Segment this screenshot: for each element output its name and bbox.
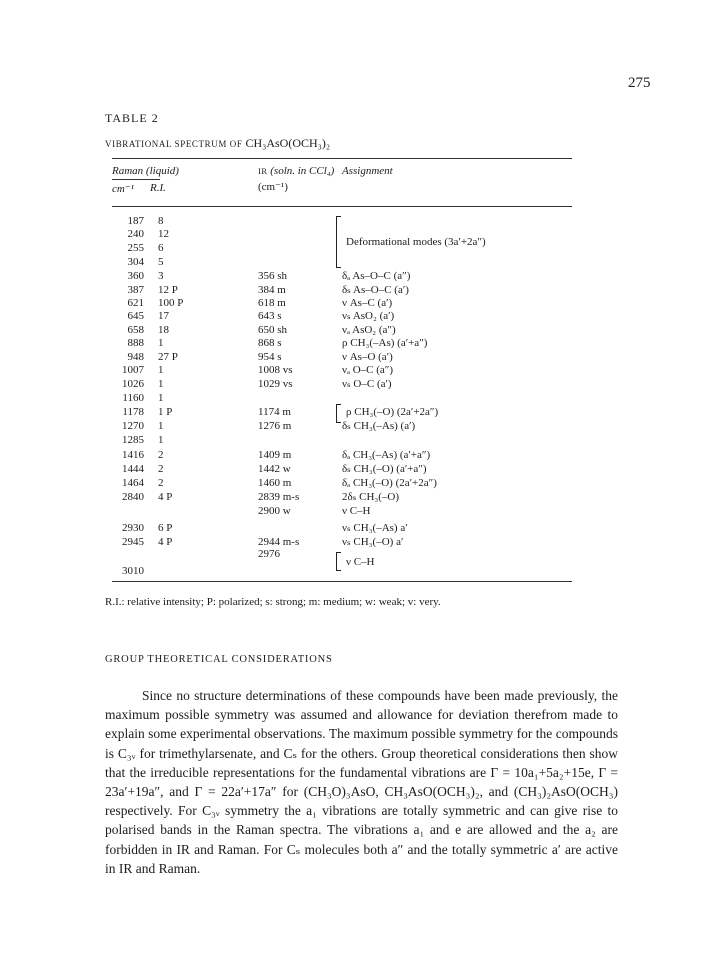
header-ir [258, 165, 334, 177]
ir-value: 954 s [258, 351, 282, 363]
header-cm: cm⁻¹ [112, 183, 134, 195]
assignment: 2δₛ CH₃(–O) [342, 491, 400, 503]
raman-value: 1178 [122, 406, 144, 418]
raman-value: 255 [127, 242, 144, 254]
ir-value: 2900 w [258, 505, 291, 517]
header-raman: Raman (liquid) [112, 165, 179, 177]
raman-value: 621 [127, 297, 144, 309]
header-ir-rest: (soln. in CCl₄) [270, 165, 335, 177]
relative-intensity: 4 P [158, 536, 173, 548]
raman-value: 645 [127, 310, 144, 322]
header-ir-prefix: IR [258, 166, 268, 176]
assignment: δₐ As–O–C (a″) [342, 270, 411, 282]
group-label-nu-ch: ν C–H [346, 556, 375, 568]
assignment: ρ CH₃(–As) (a′+a″) [342, 337, 428, 349]
ir-value: 1409 m [258, 449, 292, 461]
table-caption-prefix: VIBRATIONAL SPECTRUM OF [105, 139, 243, 149]
assignment: ν As–C (a′) [342, 297, 393, 309]
ir-value: 384 m [258, 284, 286, 296]
relative-intensity: 2 [158, 477, 164, 489]
bracket-rho-ch3o [336, 404, 342, 423]
ir-value: 650 sh [258, 324, 288, 336]
relative-intensity: 4 P [158, 491, 173, 503]
relative-intensity: 18 [158, 324, 169, 336]
header-assignment: Assignment [342, 165, 393, 177]
relative-intensity: 1 [158, 434, 164, 446]
raman-value: 240 [127, 228, 144, 240]
assignment: νₐ O–C (a″) [342, 364, 394, 376]
ir-value: 2944 m-s [258, 536, 300, 548]
table-bottom-rule [112, 581, 572, 582]
assignment: νₛ CH₃(–O) a′ [342, 536, 404, 548]
body-paragraph [105, 686, 618, 878]
ir-value: 1276 m [258, 420, 292, 432]
table-caption-formula: CH₃AsO(OCH₃)₂ [245, 136, 331, 150]
assignment: νₛ CH₃(–As) a′ [342, 522, 408, 534]
raman-value: 1270 [122, 420, 144, 432]
group-label-rho-ch3o: ρ CH₃(–O) (2a′+2a″) [346, 406, 439, 418]
table-header-rule [112, 206, 572, 207]
ir-value: 2976 [258, 548, 280, 560]
assignment: ν C–H [342, 505, 371, 517]
assignment: νₛ AsO₂ (a′) [342, 310, 395, 322]
ir-value: 1008 vs [258, 364, 293, 376]
relative-intensity: 100 P [158, 297, 184, 309]
raman-value: 1464 [122, 477, 144, 489]
raman-value: 304 [127, 256, 144, 268]
ir-value: 618 m [258, 297, 286, 309]
ir-value: 1442 w [258, 463, 291, 475]
raman-value: 1285 [122, 434, 144, 446]
group-label-deformational: Deformational modes (3a′+2a″) [346, 236, 486, 248]
relative-intensity: 1 [158, 378, 164, 390]
assignment: νₐ AsO₂ (a″) [342, 324, 396, 336]
raman-value: 2945 [122, 536, 144, 548]
table-top-rule [112, 158, 572, 159]
ir-value: 1174 m [258, 406, 291, 418]
table-label: TABLE 2 [105, 111, 159, 125]
raman-value: 3010 [122, 565, 144, 577]
assignment: ν As–O (a′) [342, 351, 393, 363]
page-number: 275 [628, 75, 651, 91]
raman-value: 1416 [122, 449, 144, 461]
relative-intensity: 17 [158, 310, 169, 322]
ir-value: 1029 vs [258, 378, 293, 390]
table-caption [105, 136, 330, 151]
ir-value: 868 s [258, 337, 282, 349]
body-text: Since no structure determinations of these compounds have been made previously, the maximum possible symmetry was assumed and allowance for deviation therefrom made to explain some experimental observations. The maximum possible symmetry for the compounds is C₃ᵥ for trimethylarsenate, and Cₛ for the others. Group theoretical considerations then show that the irreducible representations for the fundamental vibrations are Γ = 10a₁+5a₂+15e, Γ = 23a′+19a″, and Γ = 22a′+17a″ for (CH₃O)₃AsO, CH₃AsO(OCH₃)₂, and (CH₃)₂AsO(OCH₃) respectively. For C₃ᵥ symmetry the a₁ vibrations are totally symmetric and can give rise to polarised bands in the Raman spectra. The vibrations a₁ and e are allowed and the a₂ are forbidden in IR and Raman. For Cₛ molecules both a″ and the totally symmetric a′ are active in IR and Raman. [105, 688, 618, 876]
relative-intensity: 27 P [158, 351, 178, 363]
relative-intensity: 8 [158, 215, 164, 227]
header-ri: R.I. [150, 182, 166, 194]
relative-intensity: 12 P [158, 284, 178, 296]
assignment: δₛ As–O–C (a′) [342, 284, 409, 296]
table-footnote: R.I.: relative intensity; P: polarized; s: strong; m: medium; w: weak; v: very. [105, 596, 441, 608]
assignment: δₐ CH₃(–As) (a′+a″) [342, 449, 431, 461]
relative-intensity: 1 P [158, 406, 173, 418]
relative-intensity: 5 [158, 256, 164, 268]
relative-intensity: 1 [158, 392, 164, 404]
assignment: νₛ O–C (a′) [342, 378, 392, 390]
raman-value: 658 [127, 324, 144, 336]
assignment: δₐ CH₃(–O) (2a′+2a″) [342, 477, 437, 489]
assignment: δₛ CH₃(–As) (a′) [342, 420, 416, 432]
assignment: δₛ CH₃(–O) (a′+a″) [342, 463, 427, 475]
relative-intensity: 6 [158, 242, 164, 254]
raman-value: 948 [127, 351, 144, 363]
bracket-deformational [336, 216, 342, 268]
raman-value: 387 [127, 284, 144, 296]
relative-intensity: 1 [158, 420, 164, 432]
raman-value: 360 [127, 270, 144, 282]
raman-value: 1026 [122, 378, 144, 390]
raman-value: 187 [127, 215, 144, 227]
relative-intensity: 2 [158, 463, 164, 475]
raman-value: 2930 [122, 522, 144, 534]
section-heading: GROUP THEORETICAL CONSIDERATIONS [105, 654, 333, 665]
relative-intensity: 1 [158, 364, 164, 376]
relative-intensity: 6 P [158, 522, 173, 534]
ir-value: 643 s [258, 310, 282, 322]
raman-value: 2840 [122, 491, 144, 503]
ir-value: 1460 m [258, 477, 292, 489]
raman-value: 1444 [122, 463, 144, 475]
relative-intensity: 3 [158, 270, 164, 282]
bracket-nu-ch [336, 552, 342, 571]
raman-value: 888 [127, 337, 144, 349]
header-raman-underline [112, 179, 160, 180]
relative-intensity: 1 [158, 337, 164, 349]
raman-value: 1007 [122, 364, 144, 376]
relative-intensity: 2 [158, 449, 164, 461]
ir-value: 356 sh [258, 270, 288, 282]
relative-intensity: 12 [158, 228, 169, 240]
ir-value: 2839 m-s [258, 491, 300, 503]
header-ir-units: (cm⁻¹) [258, 181, 288, 193]
raman-value: 1160 [122, 392, 144, 404]
